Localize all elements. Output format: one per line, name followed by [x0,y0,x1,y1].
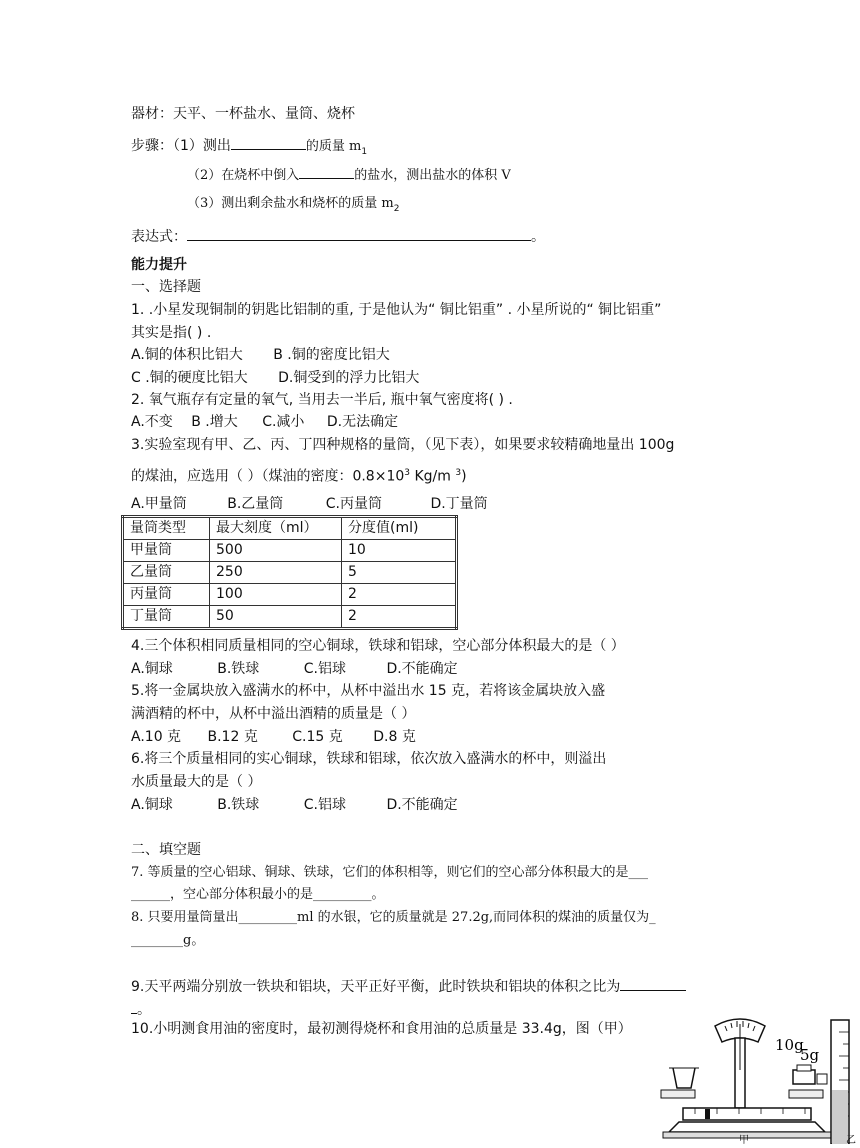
q5-option-b: B.12 克 [207,729,258,745]
q1-options-row2 [131,369,419,387]
q3-line2-mid: Kg/m [410,468,456,485]
table-header-cell: 分度值(ml) [342,517,457,540]
table-header-cell: 量筒类型 [123,517,210,540]
q3-option-b: B.乙量筒 [227,496,284,512]
q4-option-a: A.铜球 [131,661,173,677]
expression-prefix: 表达式： [131,229,187,245]
table-cell: 甲量筒 [123,540,210,562]
table-header-row [123,517,457,540]
q4-option-b: B.铁球 [217,661,260,677]
q6-line1: 6.将三个质量相同的实心铜球，铁球和铝球，依次放入盛满水的杯中，则溢出 [131,751,607,767]
figure-label-jia: 甲 [739,1135,749,1146]
step3-subscript: 2 [393,203,400,214]
cylinder-spec-table [121,515,458,630]
q2-options [131,413,398,431]
q9-end: 。 [137,1002,151,1018]
step2-suffix: 的盐水，测出盐水的体积 V [354,168,511,183]
q3-option-d: D.丁量筒 [430,496,488,512]
q3-line2 [131,464,467,486]
part2-title: 二、填空题 [131,842,201,858]
q2-text: 2. 氧气瓶存有定量的氧气, 当用去一半后, 瓶中氧气密度将( ) . [131,392,513,408]
q1-option-d: D.铜受到的浮力比铝大 [278,370,420,386]
q1-option-a: A.铜的体积比铝大 [131,347,243,363]
q5-option-c: C.15 克 [292,729,343,745]
step2-prefix: （2）在烧杯中倒入 [187,168,300,183]
q2-option-b: B .增大 [191,414,238,430]
table-row [123,584,457,606]
step3-text: （3）测出剩余盐水和烧杯的质量 m [187,196,394,211]
q9-text: 9.天平两端分别放一铁块和铝块，天平正好平衡，此时铁块和铝块的体积之比为 [131,979,621,995]
q6-option-a: A.铜球 [131,797,173,813]
table-cell: 250 [210,562,342,584]
q2-option-d: D.无法确定 [326,414,399,430]
q9-line2 [131,999,151,1019]
table-cell: 2 [342,606,457,629]
q6-options [131,796,458,814]
balance-drawing [655,1010,860,1144]
table-row [123,540,457,562]
table-cell: 50 [210,606,342,629]
weight-label-10g: 10g [775,1036,804,1054]
expression-line [131,226,545,246]
q5-options [131,728,416,746]
q10-line1: 10.小明测食用油的密度时，最初测得烧杯和食用油的总质量是 33.4g，图（甲） [131,1021,632,1037]
q1-line1: 1. .小星发现铜制的钥匙比铝制的重, 于是他认为“ 铜比铝重” . 小星所说的“ 铜比铝重” [131,302,662,318]
q6-option-d: D.不能确定 [386,797,458,813]
q5-line1: 5.将一金属块放入盛满水的杯中，从杯中溢出水 15 克，若将该金属块放入盛 [131,683,606,699]
step3-line [187,194,399,218]
expression-blank [187,226,531,241]
q3-line2-suffix: ) [461,468,467,485]
q8-line1: 8. 只要用量筒量出_________ml 的水银，它的质量就是 27.2g,而同体积的煤油的质量仅为_ [131,910,656,925]
table-cell: 5 [342,562,457,584]
step1-line [131,135,367,161]
expression-suffix: 。 [531,229,545,245]
table-cell: 500 [210,540,342,562]
q3-option-c: C.丙量筒 [325,496,382,512]
balance-figure [655,1010,860,1144]
q1-line2: 其实是指( ) . [131,325,212,341]
q3-sup1: 3 [404,468,410,478]
q4-option-c: C.铝球 [303,661,346,677]
table-row [123,562,457,584]
step2-blank [299,164,354,179]
q6-option-b: B.铁球 [217,797,260,813]
step2-line [187,164,511,185]
step1-subscript: 1 [361,146,368,157]
materials-line: 器材：天平、一杯盐水、量筒、烧杯 [131,106,355,122]
part1-title: 一、选择题 [131,279,201,295]
table-header-cell: 最大刻度（ml） [210,517,342,540]
q9-line1 [131,976,686,996]
section-title: 能力提升 [131,257,187,273]
q2-option-c: C.减小 [262,414,305,430]
q1-option-b: B .铜的密度比铝大 [273,347,390,363]
q4-option-d: D.不能确定 [386,661,458,677]
q9-blank [620,976,686,991]
q7-line1: 7. 等质量的空心铝球、铜球、铁球，它们的体积相等，则它们的空心部分体积最大的是___ [131,865,649,880]
q4-options [131,660,458,678]
q2-option-a: A.不变 [131,414,173,430]
step1-suffix: 的质量 m [305,139,362,154]
q1-options-row1 [131,346,390,364]
q5-option-d: D.8 克 [373,729,416,745]
q5-option-a: A.10 克 [131,729,182,745]
step1-blank [231,135,306,150]
table-cell: 10 [342,540,457,562]
table-cell: 100 [210,584,342,606]
table-cell: 丙量筒 [123,584,210,606]
weight-label-5g: 5g [800,1046,820,1064]
table-cell: 乙量筒 [123,562,210,584]
q1-option-c: C .铜的硬度比铝大 [131,370,248,386]
figure-label-yi: 乙 [846,1135,856,1146]
table-cell: 2 [342,584,457,606]
table-cell: 丁量筒 [123,606,210,629]
steps-prefix: 步骤：（1）测出 [131,138,231,154]
q4-text: 4.三个体积相同质量相同的空心铜球，铁球和铝球，空心部分体积最大的是（ ） [131,638,625,654]
table-row [123,606,457,629]
q5-line2: 满酒精的杯中，从杯中溢出酒精的质量是（ ） [131,706,416,722]
q3-line2-prefix: 的煤油，应选用（ ）（煤油的密度：0.8×10 [131,468,405,485]
q8-line2: ________g。 [131,933,205,948]
q3-line1: 3.实验室现有甲、乙、丙、丁四种规格的量筒，（见下表），如果要求较精确地量出 100g [131,437,675,453]
q3-options [131,495,488,513]
q3-option-a: A.甲量筒 [131,496,187,512]
q3-sup2: 3 [455,468,462,478]
q7-line2: ______，空心部分体积最小的是_________。 [131,887,385,902]
q6-line2: 水质量最大的是（ ） [131,774,262,790]
q6-option-c: C.铝球 [303,797,346,813]
